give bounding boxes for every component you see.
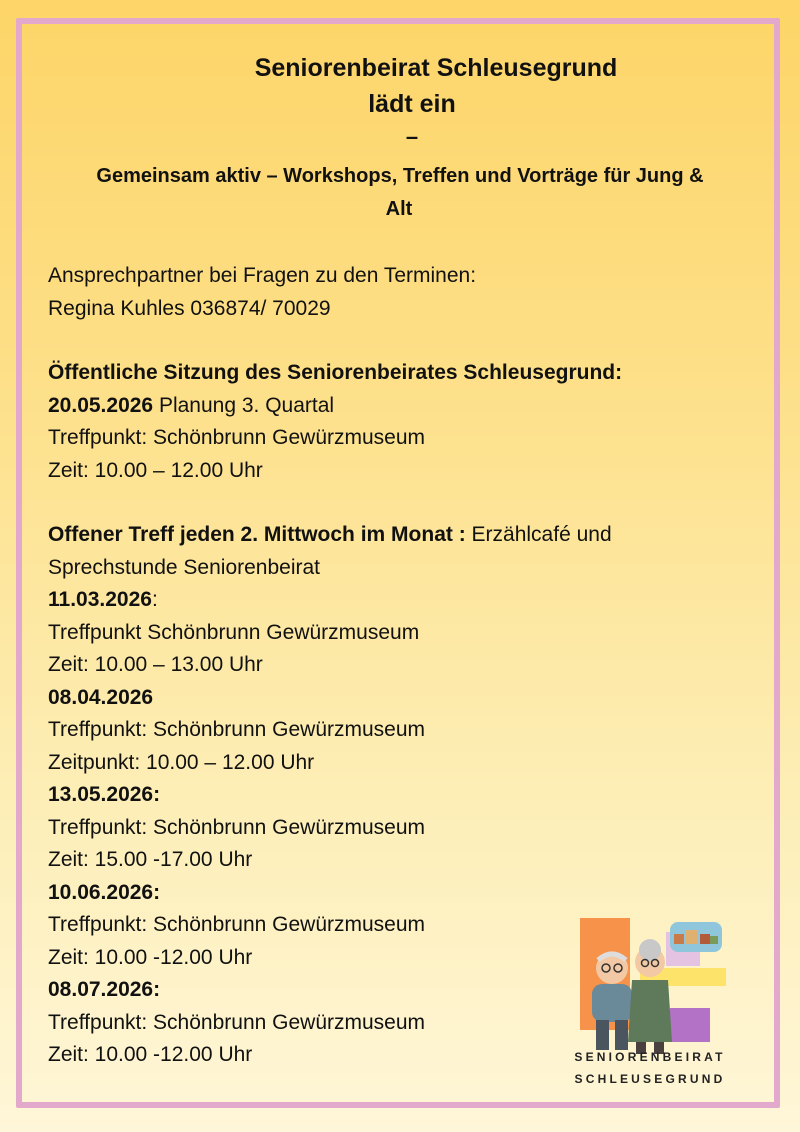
- event-time: Zeit: 10.00 – 13.00 Uhr: [48, 653, 263, 676]
- treff-heading-line: [48, 519, 748, 552]
- sitzung-date-line: [48, 390, 748, 423]
- event-date-line: [48, 584, 748, 617]
- event-date: 11.03.2026: [48, 588, 152, 611]
- logo-text-line-2: SCHLEUSEGRUND: [574, 1072, 726, 1086]
- event-place: Treffpunkt Schönbrunn Gewürzmuseum: [48, 620, 420, 644]
- grandmother-icon: [628, 939, 672, 1054]
- event-time: Zeit: 15.00 -17.00 Uhr: [48, 848, 253, 871]
- event-date: 13.05.2026:: [48, 783, 161, 806]
- event-date: 10.06.2026:: [48, 880, 161, 904]
- event-time: Zeit: 10.00 -12.00 Uhr: [48, 1043, 253, 1066]
- sitzung-heading: Öffentliche Sitzung des Seniorenbeirates Schleusegrund:: [48, 361, 623, 384]
- event-time: Zeitpunkt: 10.00 – 12.00 Uhr: [48, 750, 315, 774]
- event-place: Treffpunkt: Schönbrunn Gewürzmuseum: [48, 815, 426, 839]
- event-date-suffix: :: [151, 588, 158, 611]
- event-place: Treffpunkt: Schönbrunn Gewürzmuseum: [48, 1010, 426, 1034]
- treff-desc-2: Sprechstunde Seniorenbeirat: [48, 555, 321, 579]
- seniorenbeirat-logo: [560, 912, 746, 1092]
- sitzung-topic: Planung 3. Quartal: [153, 393, 335, 417]
- event-place: Treffpunkt: Schönbrunn Gewürzmuseum: [48, 913, 426, 936]
- sitzung-place: Treffpunkt: Schönbrunn Gewürzmuseum: [48, 426, 426, 449]
- event-place: Treffpunkt: Schönbrunn Gewürzmuseum: [48, 718, 426, 741]
- contact-line-2: Regina Kuhles 036874/ 70029: [48, 296, 331, 320]
- sitzung-date: 20.05.2026: [48, 393, 154, 417]
- subtitle-line-2: Alt: [385, 198, 413, 220]
- sitzung-time: Zeit: 10.00 – 12.00 Uhr: [48, 458, 263, 482]
- grandfather-icon: [592, 952, 632, 1050]
- treff-heading: Offener Treff jeden 2. Mittwoch im Monat :: [48, 523, 466, 546]
- event-time: Zeit: 10.00 -12.00 Uhr: [48, 945, 253, 969]
- title-line-2: lädt ein: [368, 90, 456, 118]
- logo-text-line-1: SENIORENBEIRAT: [574, 1050, 726, 1064]
- treff-desc: Erzählcafé und: [465, 523, 612, 546]
- village-icon: [670, 922, 722, 952]
- subtitle-line-1: Gemeinsam aktiv – Workshops, Treffen und Vorträge für Jung &: [96, 165, 704, 187]
- title-dash: –: [405, 124, 419, 149]
- logo-purple-block: [670, 1008, 710, 1042]
- event-date: 08.04.2026: [48, 685, 154, 709]
- event-date: 08.07.2026:: [48, 978, 161, 1001]
- title-line-1: Seniorenbeirat Schleusegrund: [254, 54, 618, 82]
- contact-line-1: Ansprechpartner bei Fragen zu den Terminen:: [48, 264, 477, 287]
